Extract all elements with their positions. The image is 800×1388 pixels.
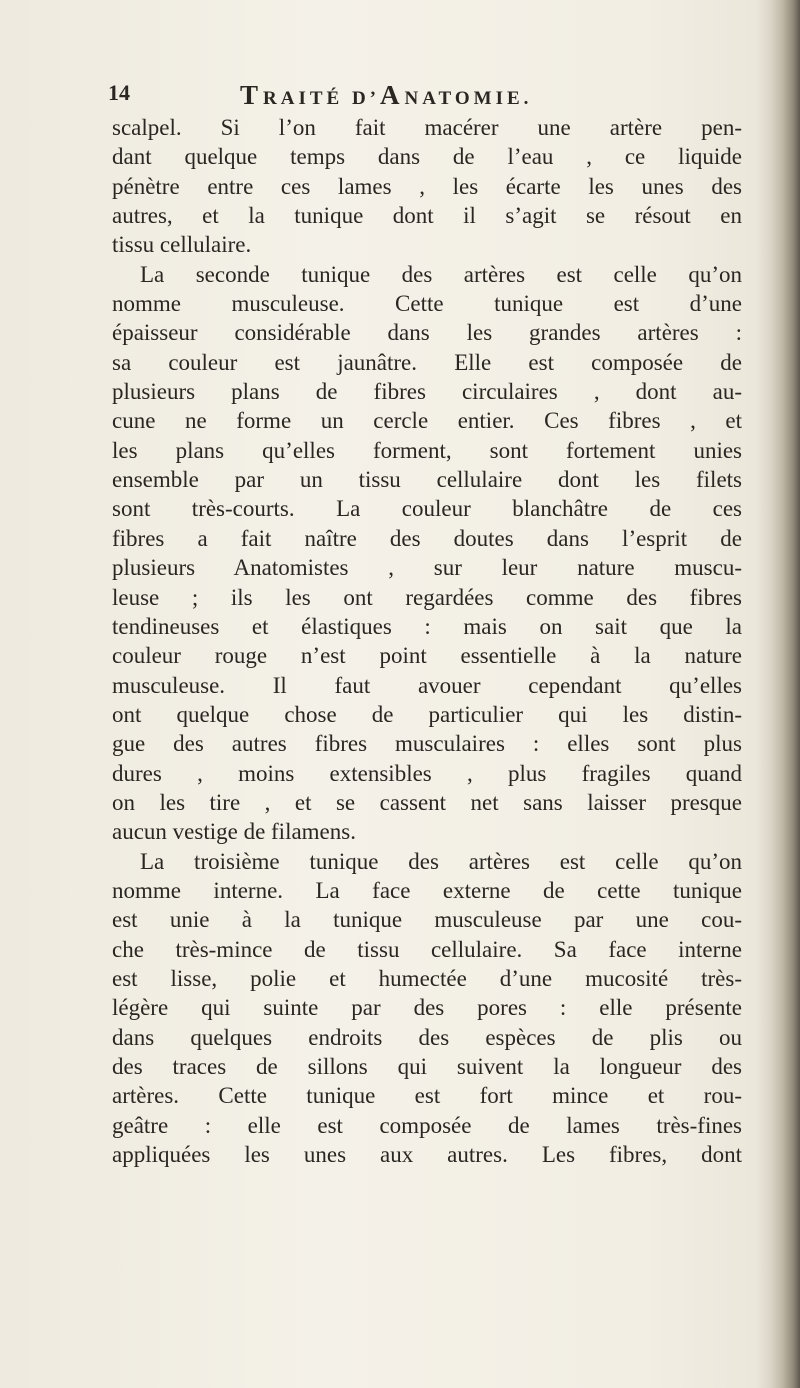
text-line: tissu cellulaire. xyxy=(112,232,252,258)
text-line: dant quelque temps dans de l’eau , ce liquide xyxy=(112,144,742,170)
text-line: dans quelques endroits des espèces de plis ou xyxy=(112,1024,742,1050)
text-line: pénètre entre ces lames , les écarte les unes des xyxy=(112,173,742,199)
text-line: on les tire , et se cassent net sans laisser presque xyxy=(112,789,742,815)
running-title-part: RAITÉ D’ xyxy=(263,88,380,109)
running-title-part: A xyxy=(380,80,405,110)
text-line: cune ne forme un cercle entier. Ces fibres , et xyxy=(112,408,742,434)
text-line: scalpel. Si l’on fait macérer une artère pen- xyxy=(112,115,742,140)
text-line: gue des autres fibres musculaires : elles sont plus xyxy=(112,731,742,757)
text-line: artères. Cette tunique est fort mince et rou- xyxy=(112,1083,742,1109)
text-line: ont quelque chose de particulier qui les distin- xyxy=(112,701,742,727)
text-line: dures , moins extensibles , plus fragiles quand xyxy=(112,760,742,786)
text-line: légère qui suinte par des pores : elle présente xyxy=(112,995,742,1021)
text-line: plusieurs plans de fibres circulaires , dont au- xyxy=(112,379,742,405)
text-line: La troisième tunique des artères est celle qu’on xyxy=(140,848,742,874)
text-line: autres, et la tunique dont il s’agit se résout en xyxy=(112,203,742,229)
text-line: che très-mince de tissu cellulaire. Sa face interne xyxy=(112,936,742,962)
text-line: aucun vestige de filamens. xyxy=(112,819,356,845)
text-line: plusieurs Anatomistes , sur leur nature muscu- xyxy=(112,555,742,581)
text-line: nomme musculeuse. Cette tunique est d’une xyxy=(112,291,742,317)
text-line: épaisseur considérable dans les grandes artères : xyxy=(112,320,742,346)
running-title xyxy=(240,80,532,111)
running-title-part: T xyxy=(240,80,264,110)
running-title-part: NATOMIE. xyxy=(404,88,533,109)
text-line: leuse ; ils les ont regardées comme des fibres xyxy=(112,584,742,610)
text-line: sa couleur est jaunâtre. Elle est composée de xyxy=(112,349,742,375)
text-line: des traces de sillons qui suivent la longueur des xyxy=(112,1054,742,1079)
text-line: ensemble par un tissu cellulaire dont les filets xyxy=(112,467,742,493)
page-header xyxy=(108,80,668,114)
page-edge-shadow xyxy=(756,0,800,1388)
text-line: fibres a fait naître des doutes dans l’esprit de xyxy=(112,525,742,551)
text-line: couleur rouge n’est point essentielle à la nature xyxy=(112,643,742,669)
text-line: nomme interne. La face externe de cette tunique xyxy=(112,877,742,903)
text-line: tendineuses et élastiques : mais on sait que la xyxy=(112,613,742,639)
text-line: est unie à la tunique musculeuse par une cou- xyxy=(112,907,742,933)
text-line: sont très-courts. La couleur blanchâtre de ces xyxy=(112,496,742,522)
text-line: geâtre : elle est composée de lames très-fines xyxy=(112,1112,742,1138)
text-line: est lisse, polie et humectée d’une mucosité très- xyxy=(112,965,742,991)
text-line: appliquées les unes aux autres. Les fibres, dont xyxy=(112,1142,742,1168)
page-number: 14 xyxy=(108,80,130,105)
text-line: La seconde tunique des artères est celle qu’on xyxy=(140,261,742,287)
text-line: musculeuse. Il faut avouer cependant qu’elles xyxy=(112,672,742,698)
text-line: les plans qu’elles forment, sont fortement unies xyxy=(112,437,742,463)
body-text xyxy=(112,113,742,1169)
